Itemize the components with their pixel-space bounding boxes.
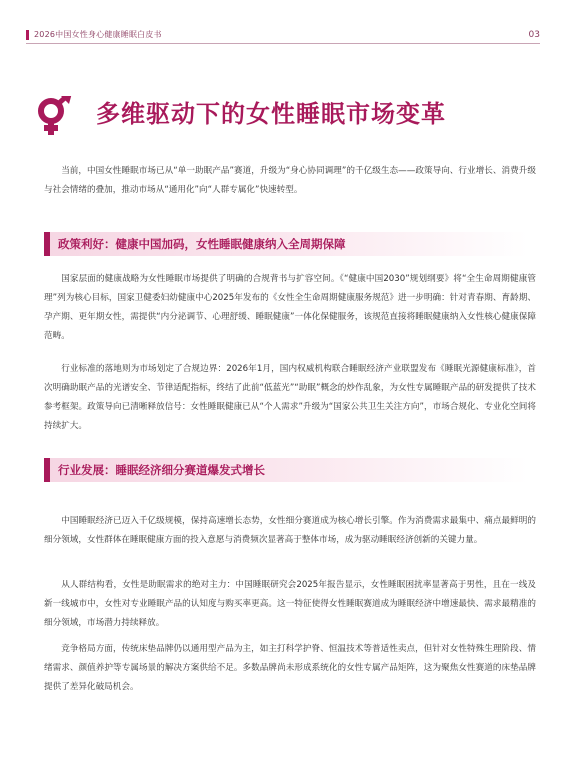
section-heading-label: 行业发展：睡眠经济细分赛道爆发式增长	[58, 463, 265, 477]
industry-paragraph-3: 竞争格局方面，传统床垫品牌仍以通用型产品为主，如主打科学护脊、恒温技术等普适性卖点，但针对女性特殊生理阶段、情绪需求、颜值养护等专属场景的解决方案供给不足。多数品牌尚未形成系统化的女性专属产品矩阵，这为聚焦女性赛道的床垫品牌提供了差异化破局机会。	[44, 644, 536, 692]
section-heading-policy	[44, 232, 528, 256]
industry-paragraph-2: 从人群结构看，女性是助眠需求的绝对主力：中国睡眠研究会2025年报告显示，女性睡眠困扰率显著高于男性，且在一线及新一线城市中，女性对专业睡眠产品的认知度与购买率更高。这一特征使得女性睡眠赛道成为睡眠经济中增速最快、需求最精准的细分领域，市场潜力持续释放。	[44, 580, 536, 628]
section-heading-industry	[44, 458, 528, 482]
section-accent-bar	[44, 232, 50, 256]
page-header	[26, 28, 540, 44]
page-number: 03	[528, 30, 540, 40]
policy-paragraph-2: 行业标准的落地则为市场划定了合规边界：2026年1月，国内权威机构联合睡眠经济产业联盟发布《睡眠光源健康标准》，首次明确助眠产品的光谱安全、节律适配指标，终结了此前“低蓝光”“助眠”概念的炒作乱象，为女性专属睡眠产品的研发提供了技术参考框架。政策导向已清晰释放信号：女性睡眠健康已从“个人需求”升级为“国家公共卫生关注方向”，市场合规化、专业化空间将持续扩大。	[44, 364, 536, 431]
header-divider	[26, 43, 540, 44]
intro-paragraph: 当前，中国女性睡眠市场已从“单一助眠产品”赛道，升级为“身心协同调理”的千亿级生态——政策导向、行业增长、消费升级与社会情绪的叠加，推动市场从“通用化”向“人群专属化”快速转型。	[44, 166, 536, 195]
section-heading-label: 政策利好：健康中国加码，女性睡眠健康纳入全周期保障	[58, 237, 346, 251]
header-title: 2026中国女性身心健康睡眠白皮书	[34, 30, 162, 39]
main-title-block	[30, 92, 540, 136]
industry-paragraph-1: 中国睡眠经济已迈入千亿级规模，保持高速增长态势，女性细分赛道成为核心增长引擎。作为消费需求最集中、痛点最鲜明的细分领域，女性群体在睡眠健康方面的投入意愿与消费频次显著高于整体市场，成为驱动睡眠经济创新的关键力量。	[44, 516, 536, 545]
policy-paragraph-1: 国家层面的健康战略为女性睡眠市场提供了明确的合规背书与扩容空间。《“健康中国2030”规划纲要》将“全生命周期健康管理”列为核心目标，国家卫健委妇幼健康中心2025年发布的《女性全生命周期健康服务规范》进一步明确：针对青春期、育龄期、孕产期、更年期女性，需提供“内分泌调节、心理舒缓、睡眠健康”一体化保健服务，该规范直接将睡眠健康纳入女性核心健康保障范畴。	[44, 274, 536, 341]
header-accent-bar	[26, 30, 29, 40]
venus-icon	[34, 96, 74, 136]
section-accent-bar	[44, 458, 50, 482]
page-title: 多维驱动下的女性睡眠市场变革	[96, 100, 446, 128]
